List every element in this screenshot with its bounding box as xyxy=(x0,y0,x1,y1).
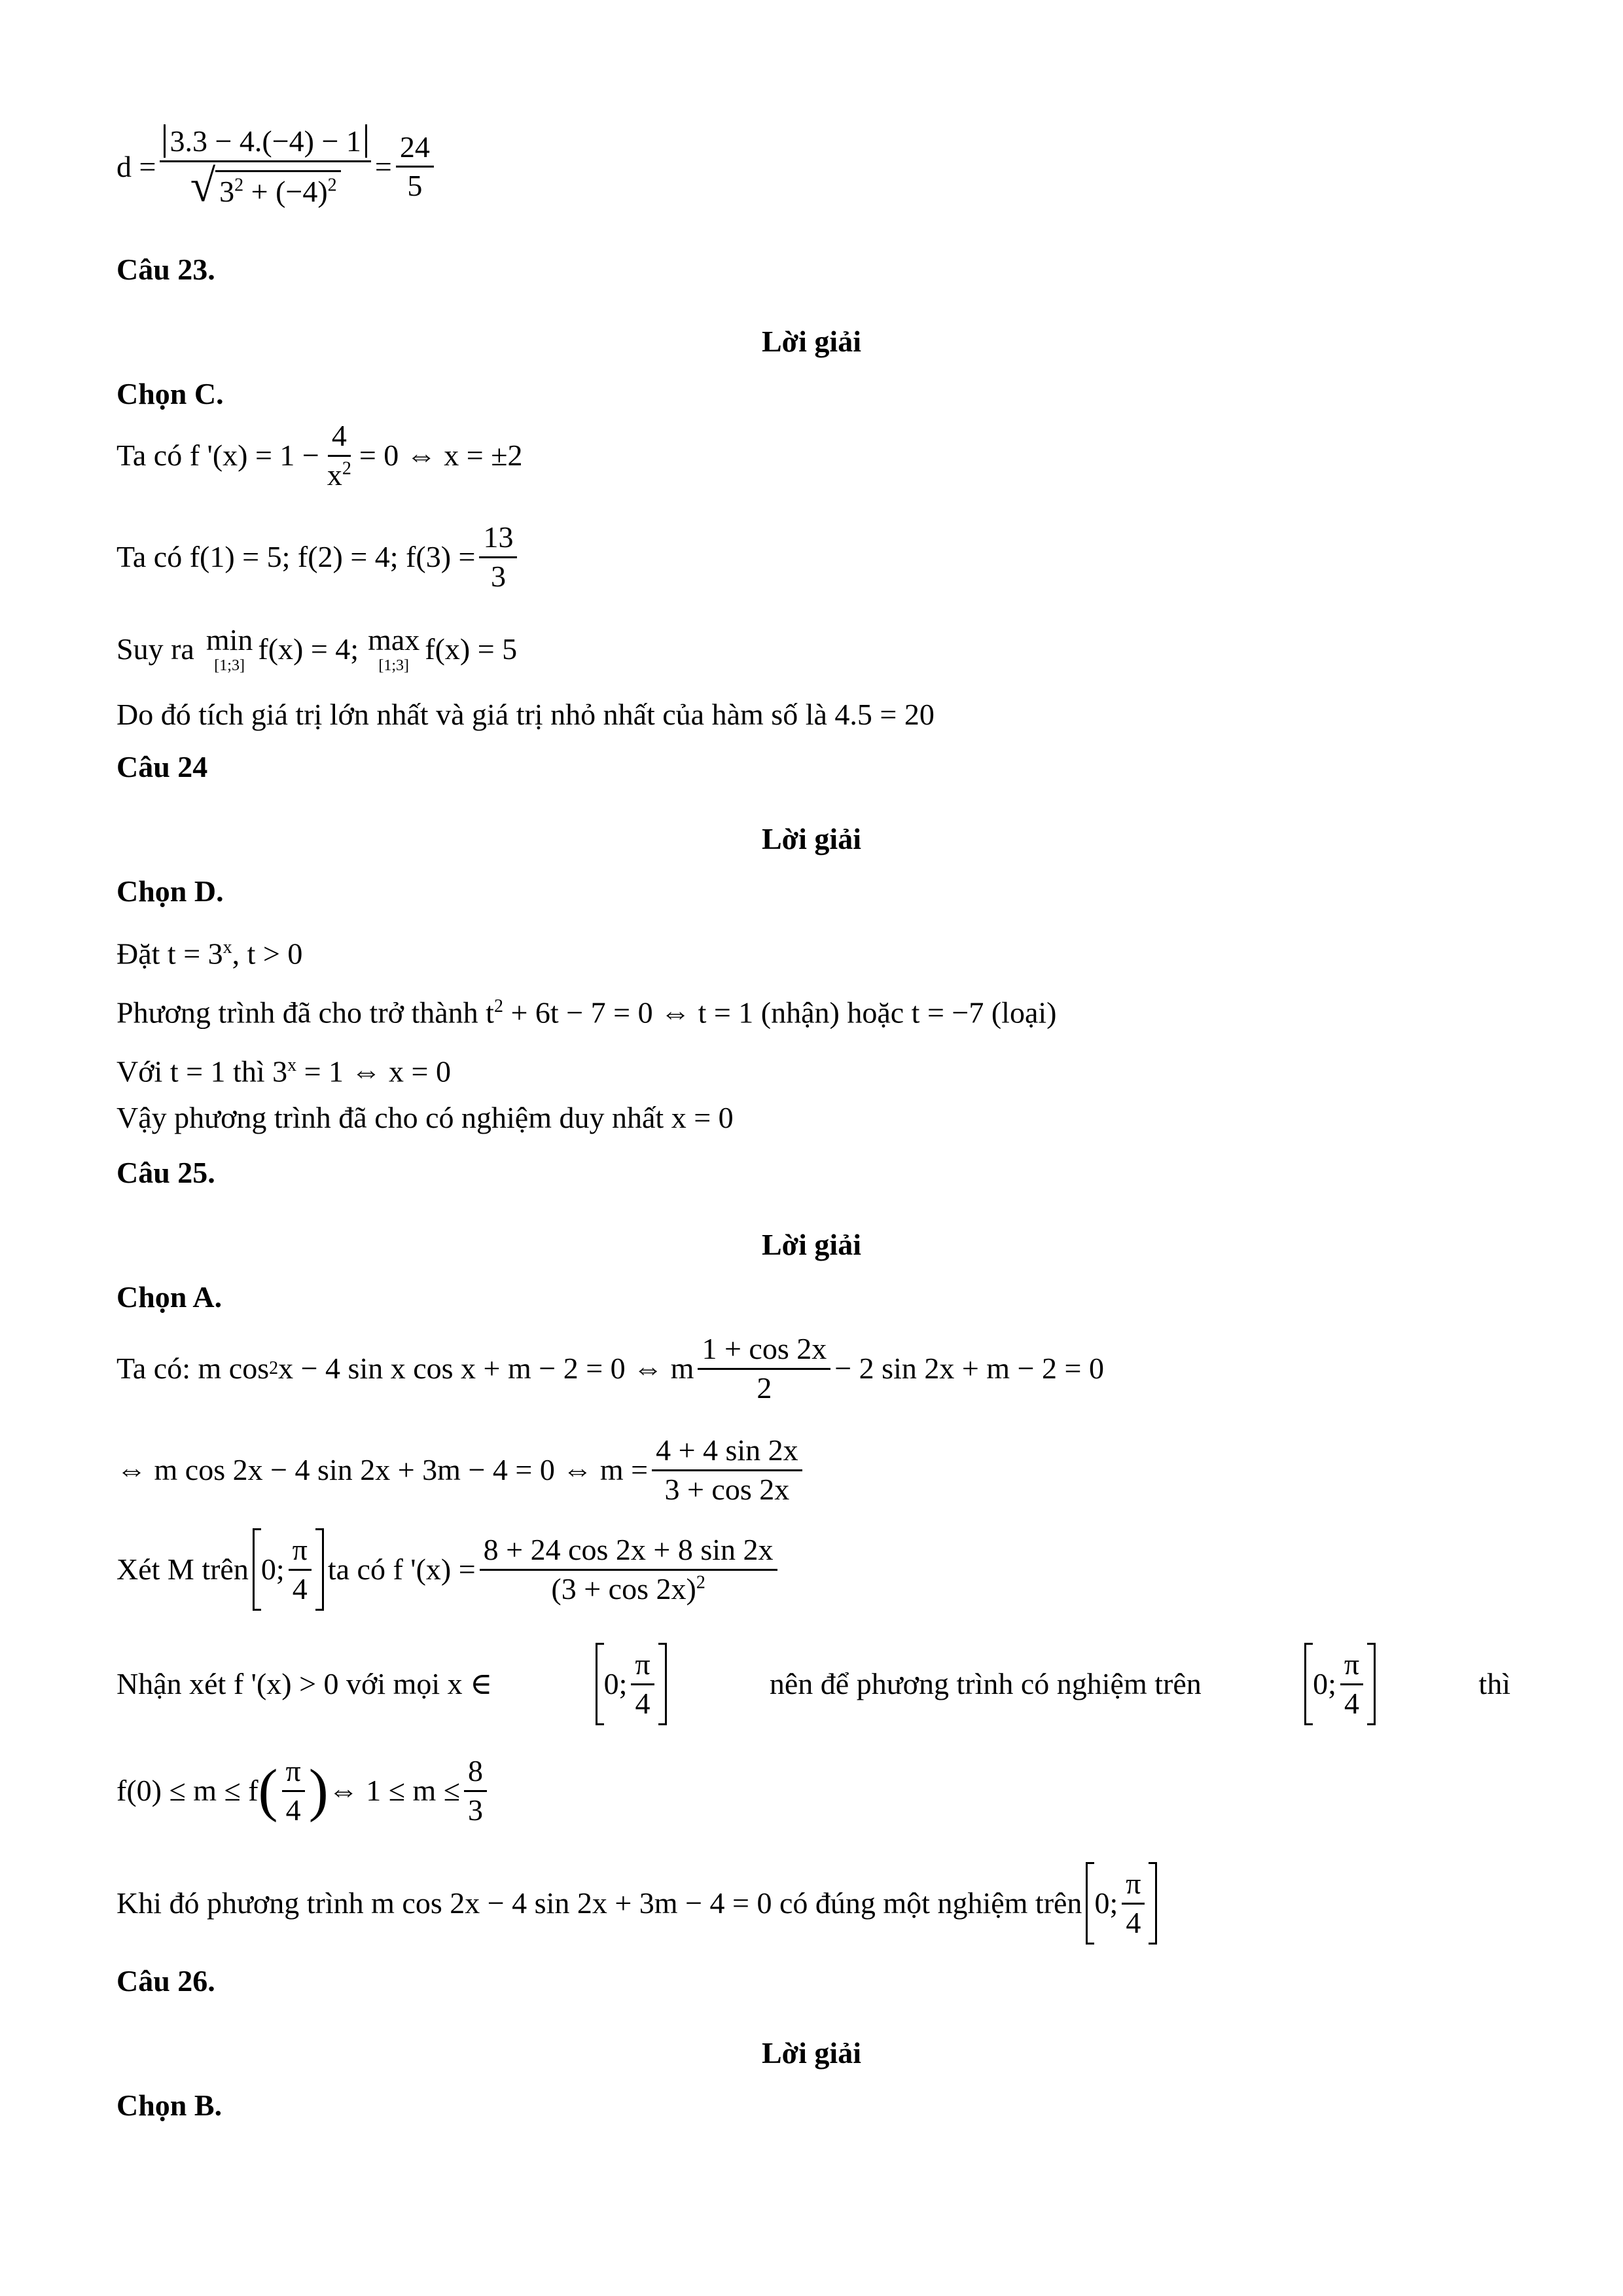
fraction xyxy=(479,520,517,594)
exponent: 2 xyxy=(342,458,351,479)
fraction-numerator: 4 + 4 sin 2x xyxy=(652,1433,802,1471)
interval: 0; $\frac{\pi}{4}$ xyxy=(596,1643,667,1725)
fraction-denominator: x xyxy=(327,457,342,492)
solution-heading: Lời giải xyxy=(762,325,861,358)
derivative-line: Xét M trên 0; $\frac{\pi}{4}$ ta có f '(x) = $\frac{8 + 24 \cos 2x + 8 \sin 2x}{(3 + \cos 2x)^2}$ xyxy=(116,1528,781,1611)
exponent: x xyxy=(287,1055,297,1075)
conclusion-line: Khi đó phương trình m cos 2x − 4 sin 2x + 3m − 4 = 0 có đúng một nghiệm trên 0; $\frac{\pi}{4}$ xyxy=(116,1862,1161,1945)
fraction-denominator: 2 xyxy=(757,1371,772,1405)
transform-line: Ta có: m cos 2 x − 4 sin x cos x + m − 2 = 0 ⇔ m $\frac{1 + \cos 2x}{2}$ − 2 sin 2x + m − 2 = 0 xyxy=(116,1332,1104,1405)
fraction-numerator: 4 xyxy=(328,419,351,457)
formula-text: + (−4) xyxy=(243,175,328,208)
fraction-numerator: 3.3 − 4.(−4) − 1 xyxy=(164,124,366,158)
question-title: Câu 25. xyxy=(116,1156,215,1189)
fraction-denominator: 3 xyxy=(490,559,506,593)
exponent: 2 xyxy=(269,1358,279,1379)
solve-line: Với t = 1 thì $3^x = 1$ ⇔ x = 0 xyxy=(116,1054,451,1088)
fraction xyxy=(464,1754,487,1828)
fraction xyxy=(396,130,434,204)
formula-text: Ta có f '(x) = 1 − xyxy=(116,439,319,473)
inequality-line: f(0) ≤ m ≤ f ( $\frac{\pi}{4}$ ) ⇔ 1 ≤ m ≤ $\frac{8}{3}$ xyxy=(116,1754,491,1828)
fraction-numerator: 8 xyxy=(464,1754,487,1792)
conclusion-line: Do đó tích giá trị lớn nhất và giá trị nhỏ nhất của hàm số là 4.5 = 20 xyxy=(116,698,935,731)
equation-line: Phương trình đã cho trở thành $t^2 + 6t - 7 = 0$ ⇔ t = 1 (nhận) hoặc t = −7 (loại) xyxy=(116,996,1057,1030)
fraction-numerator: 24 xyxy=(396,130,434,168)
fraction-denominator: 3 + cos 2x xyxy=(664,1472,790,1506)
formula-text: = xyxy=(374,149,392,183)
question-title: Câu 24 xyxy=(116,750,208,783)
exponent: 2 xyxy=(327,175,337,196)
formula-text: Suy ra xyxy=(116,632,194,666)
interval: 0; $\frac{\pi}{4}$ xyxy=(1086,1862,1157,1945)
solution-heading: Lời giải xyxy=(762,2036,861,2070)
question-title: Câu 23. xyxy=(116,253,215,286)
min-operator: min [1;3] xyxy=(205,623,253,674)
formula-text: = 0 ⇔ x = ±2 xyxy=(359,439,523,473)
fraction xyxy=(698,1332,830,1406)
exponent: 2 xyxy=(493,996,503,1016)
fraction-numerator: 1 + cos 2x xyxy=(698,1332,830,1370)
min-max-line xyxy=(116,625,517,673)
exponent: x xyxy=(223,937,232,958)
question-title: Câu 26. xyxy=(116,1964,215,1998)
solution-heading: Lời giải xyxy=(762,822,861,855)
exponent: 2 xyxy=(696,1572,705,1593)
answer-choice: Chọn A. xyxy=(116,1280,223,1314)
formula-text: Ta có f(1) = 5; f(2) = 4; f(3) = xyxy=(116,540,476,574)
formula-text: f(x) = 4; xyxy=(258,632,359,666)
fraction-denominator: 3 xyxy=(468,1793,484,1827)
conclusion-line: Vậy phương trình đã cho có nghiệm duy nhất x = 0 xyxy=(116,1101,734,1134)
square-root: √ $3^2 + (-4)^2$ xyxy=(190,164,341,209)
fraction-denominator: 5 xyxy=(407,169,423,203)
exponent: 2 xyxy=(234,175,244,196)
fraction xyxy=(160,124,370,209)
formula-text: d = xyxy=(116,149,156,183)
derivative-line xyxy=(116,419,523,493)
answer-choice: Chọn D. xyxy=(116,874,224,908)
values-line xyxy=(116,520,521,594)
answer-choice: Chọn B. xyxy=(116,2089,223,2122)
substitution-line: Đặt $t = 3^x$, t > 0 xyxy=(116,937,303,971)
fraction-numerator: 13 xyxy=(479,520,517,558)
fraction-denominator: (3 + cos 2x) xyxy=(551,1571,696,1605)
max-operator: max [1;3] xyxy=(368,623,420,674)
fraction xyxy=(480,1533,777,1607)
formula-text: f(x) = 5 xyxy=(425,632,518,666)
formula-text: 3 xyxy=(219,175,235,208)
interval: 0; $\frac{\pi}{4}$ xyxy=(1304,1643,1376,1725)
distance-formula xyxy=(116,124,438,209)
solution-heading: Lời giải xyxy=(762,1228,861,1261)
answer-choice: Chọn C. xyxy=(116,377,224,410)
fraction xyxy=(652,1433,802,1507)
remark-line: Nhận xét f '(x) > 0 với mọi x ∈ 0; $\frac{\pi}{4}$ nên để phương trình có nghiệm trên 0; $\frac{\pi}{4}$ thì xyxy=(116,1643,1510,1725)
fraction xyxy=(323,419,355,493)
equivalence-line: ⇔ m cos 2x − 4 sin 2x + 3m − 4 = 0 ⇔ m = $\frac{4 + 4 \sin 2x}{3 + \cos 2x}$ xyxy=(116,1433,806,1507)
fraction-numerator: 8 + 24 cos 2x + 8 sin 2x xyxy=(480,1533,777,1571)
interval: 0; $\frac{\pi}{4}$ xyxy=(253,1528,324,1611)
